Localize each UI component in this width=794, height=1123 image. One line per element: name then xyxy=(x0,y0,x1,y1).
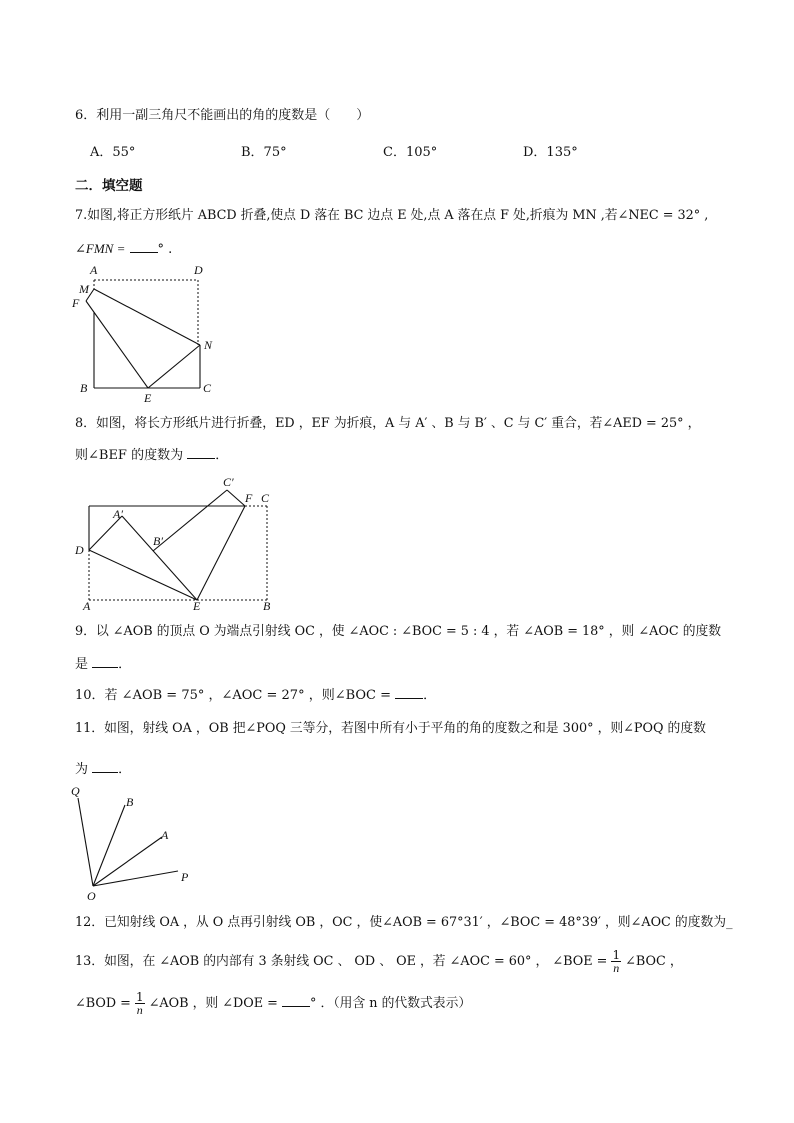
q12-line: 12．已知射线 OA ，从 O 点再引射线 OB ，OC ，使∠AOB = 67°31′ ，∠BOC = 48°39′ ，则∠AOC 的度数为_ xyxy=(75,915,733,930)
q11-label-o: O xyxy=(87,889,96,903)
q10-period: ． xyxy=(423,688,437,703)
q6-option-c: C．105° xyxy=(383,145,438,160)
q9-line2-text: 是 xyxy=(75,657,89,672)
q8-label-b-prime: B′ xyxy=(153,534,163,548)
q7-angle-fmn: ∠FMN = xyxy=(75,241,126,256)
q8-label-c: C xyxy=(261,491,270,505)
q13-fraction-1 xyxy=(611,949,621,974)
q9-line1: 9．以 ∠AOB 的顶点 O 为端点引射线 OC ，使 ∠AOC : ∠BOC = 5 : 4 ，若 ∠AOB = 18° ，则 ∠AOC 的度数 xyxy=(75,624,722,639)
q8-label-c-prime: C′ xyxy=(223,475,234,489)
q11-line2-text: 为 xyxy=(75,762,89,777)
q6-option-a: A．55° xyxy=(90,145,136,160)
section-title: 二．填空题 xyxy=(75,178,143,193)
q7-label-c: C xyxy=(203,381,212,395)
q7-label-e: E xyxy=(144,391,152,405)
q7-label-d: D xyxy=(194,263,203,277)
q11-figure xyxy=(65,783,205,903)
q7-degree-suffix: ° . xyxy=(157,242,173,257)
q9-line2 xyxy=(75,655,131,674)
q7-figure xyxy=(70,260,230,405)
q7-line2 xyxy=(75,240,172,259)
q13-line1-end: ∠BOC ， xyxy=(625,954,683,969)
q11-label-q: Q xyxy=(71,784,80,798)
q8-label-d: D xyxy=(75,543,84,557)
q10-text: 10．若 ∠AOB = 75° ，∠AOC = 27° ，则∠BOC = xyxy=(75,688,392,703)
q8-figure xyxy=(75,473,285,613)
q8-label-a-prime: A′ xyxy=(113,507,123,521)
q8-line1: 8．如图，将长方形纸片进行折叠，ED ，EF 为折痕，A 与 A′ 、B 与 B′ 、C 与 C′ 重合，若∠AED = 25° ， xyxy=(75,416,701,431)
q13-line2-mid: ∠AOB ，则 ∠DOE = xyxy=(148,996,278,1011)
q13-answer-blank xyxy=(282,994,310,1007)
q6-stem: 6．利用一副三角尺不能画出的角的度数是（ ） xyxy=(75,108,370,123)
q8-line2 xyxy=(75,446,228,465)
q8-label-e: E xyxy=(193,599,201,613)
q8-label-f: F xyxy=(245,491,253,505)
q10-answer-blank xyxy=(395,686,423,699)
q11-period: ． xyxy=(118,762,132,777)
q7-label-m: M xyxy=(79,282,89,296)
q13-fraction-2 xyxy=(135,991,145,1016)
q7-label-n: N xyxy=(204,338,213,352)
q11-label-p: P xyxy=(181,870,189,884)
q8-label-a: A xyxy=(83,599,91,613)
q8-period: ． xyxy=(215,448,229,463)
q8-answer-blank xyxy=(187,446,215,459)
q10-line xyxy=(75,686,436,705)
q7-label-a: A xyxy=(90,263,98,277)
q8-line2-text: 则∠BEF 的度数为 xyxy=(75,448,184,463)
q7-label-f: F xyxy=(72,296,80,310)
q11-answer-blank xyxy=(92,760,118,773)
q7-line1: 7.如图,将正方形纸片 ABCD 折叠,使点 D 落在 BC 边点 E 处,点 A 落在点 F 处,折痕为 MN ,若∠NEC = 32° , xyxy=(75,208,709,223)
q13-frac1-denominator: n xyxy=(613,961,620,975)
q6-option-d: D．135° xyxy=(523,145,578,160)
q13-line1 xyxy=(75,949,683,974)
q7-answer-blank xyxy=(130,240,158,253)
q13-line2-end: ° ．（用含 n 的代数式表示） xyxy=(309,996,472,1011)
q13-frac2-denominator: n xyxy=(136,1003,143,1017)
q13-frac1-numerator: 1 xyxy=(612,948,621,962)
q11-line2 xyxy=(75,760,131,779)
q11-line1: 11．如图，射线 OA ，OB 把∠POQ 三等分，若图中所有小于平角的角的度数之和是 300° ，则∠POQ 的度数 xyxy=(75,721,706,736)
q13-frac2-numerator: 1 xyxy=(135,990,144,1004)
q13-line2-start: ∠BOD = xyxy=(75,996,131,1011)
q11-label-a: A xyxy=(161,828,169,842)
q13-line2 xyxy=(75,991,471,1016)
q6-option-b: B．75° xyxy=(241,145,287,160)
q8-label-b: B xyxy=(263,599,271,613)
q9-period: ． xyxy=(118,657,132,672)
q13-line1-text: 13．如图，在 ∠AOB 的内部有 3 条射线 OC 、 OD 、 OE ，若 ∠AOC = 60° ， ∠BOE = xyxy=(75,954,608,969)
q7-label-b: B xyxy=(80,381,88,395)
q11-label-b: B xyxy=(126,795,134,809)
q9-answer-blank xyxy=(92,655,118,668)
